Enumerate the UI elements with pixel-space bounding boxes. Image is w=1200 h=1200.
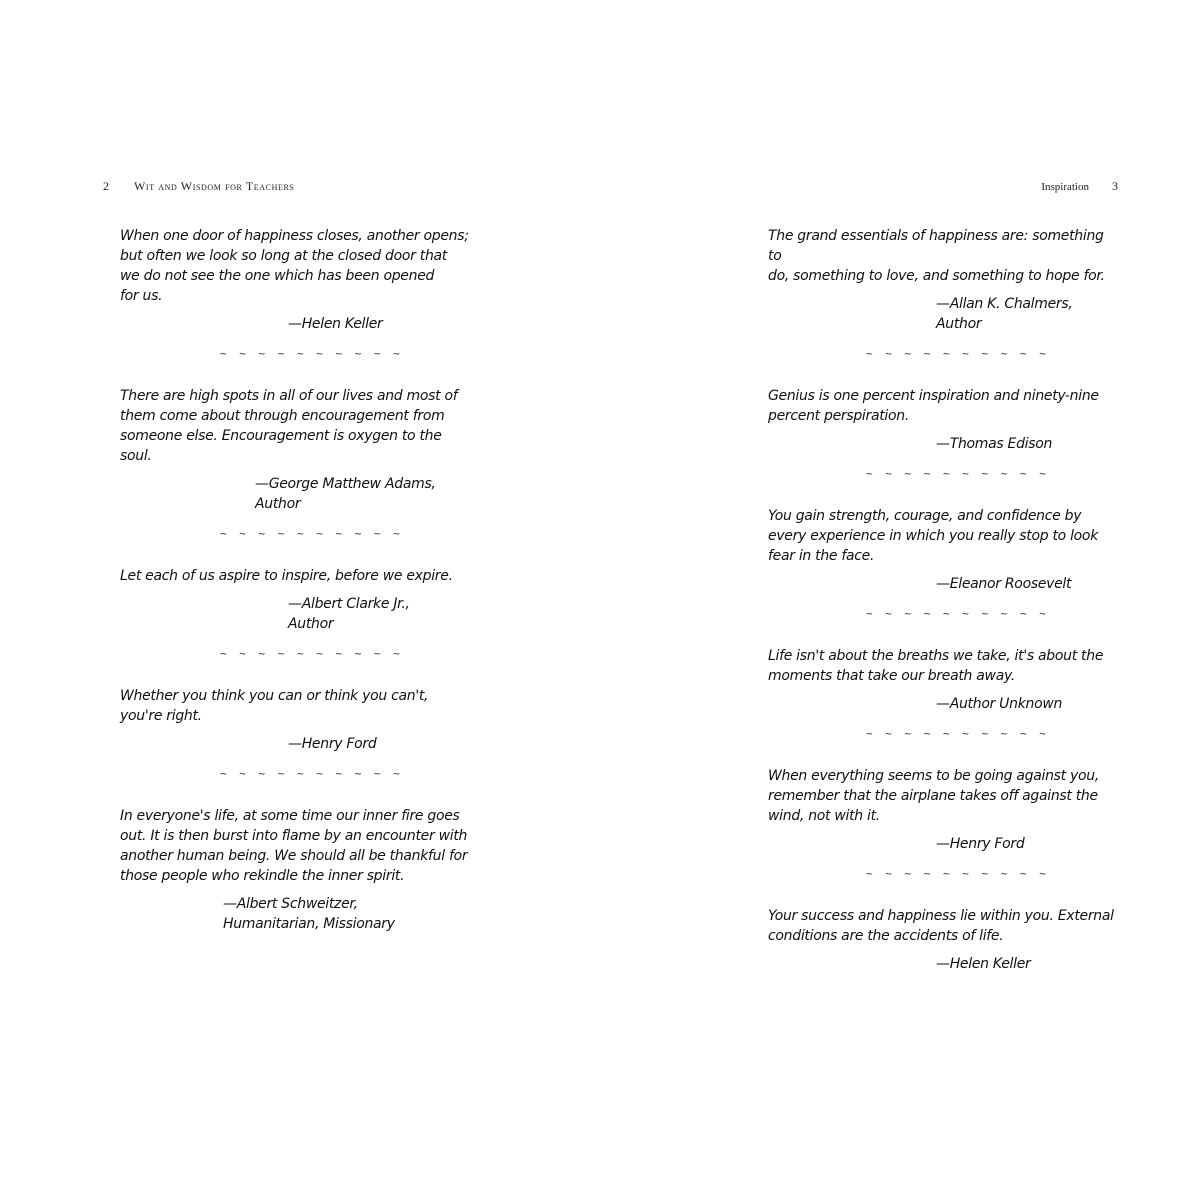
ornamental-divider: ~ ~ ~ ~ ~ ~ ~ ~ ~ ~ — [220, 767, 403, 780]
quote-text: The grand essentials of happiness are: something to do, something to love, and something to hope for. — [768, 228, 1105, 284]
left-quote-column — [120, 226, 475, 934]
quote-text: Genius is one percent inspiration and ninety-nine percent perspiration. — [768, 388, 1099, 424]
quote-text: In everyone's life, at some time our inner fire goes out. It is then burst into flame by an encounter with another human being. We should all be thankful for those people who rekindle the inner spirit. — [120, 808, 468, 884]
book-title: Wit and Wisdom for Teachers — [134, 179, 295, 193]
left-running-head — [103, 179, 294, 194]
quote-text: You gain strength, courage, and confidence by every experience in which you really stop to look fear in the face. — [768, 508, 1098, 564]
quote-attribution: —Henry Ford — [288, 736, 377, 752]
quote-text: There are high spots in all of our lives and most of them come about through encouragement from someone else. Encouragement is oxygen to the soul. — [120, 388, 458, 464]
ornamental-divider: ~ ~ ~ ~ ~ ~ ~ ~ ~ ~ — [220, 647, 403, 660]
quote-attribution: —Albert Clarke Jr., Author — [288, 596, 410, 632]
quote-block — [120, 686, 475, 754]
right-page — [600, 0, 1200, 1200]
right-quote-column — [768, 226, 1118, 974]
quote-attribution: —Allan K. Chalmers, Author — [936, 296, 1073, 332]
quote-attribution: —Helen Keller — [936, 956, 1031, 972]
ornamental-divider: ~ ~ ~ ~ ~ ~ ~ ~ ~ ~ — [866, 727, 1049, 740]
quote-block — [768, 766, 1118, 854]
ornamental-divider: ~ ~ ~ ~ ~ ~ ~ ~ ~ ~ — [866, 607, 1049, 620]
quote-block — [120, 806, 475, 934]
quote-text: Life isn't about the breaths we take, it's about the moments that take our breath away. — [768, 648, 1104, 684]
quote-block — [120, 566, 475, 634]
quote-attribution: —Henry Ford — [936, 836, 1025, 852]
ornamental-divider: ~ ~ ~ ~ ~ ~ ~ ~ ~ ~ — [220, 347, 403, 360]
quote-attribution: —Author Unknown — [936, 696, 1063, 712]
quote-text: When one door of happiness closes, another opens; but often we look so long at the closed door that we do not see the one which has been opened for us. — [120, 228, 469, 304]
section-title: Inspiration — [1041, 181, 1089, 193]
quote-attribution: —Helen Keller — [288, 316, 383, 332]
ornamental-divider: ~ ~ ~ ~ ~ ~ ~ ~ ~ ~ — [866, 467, 1049, 480]
quote-text: Whether you think you can or think you can't, you're right. — [120, 688, 429, 724]
quote-text: Your success and happiness lie within you. External conditions are the accidents of life. — [768, 908, 1114, 944]
ornamental-divider: ~ ~ ~ ~ ~ ~ ~ ~ ~ ~ — [866, 347, 1049, 360]
quote-attribution: —Albert Schweitzer, Humanitarian, Missionary — [223, 896, 395, 932]
quote-attribution: —Thomas Edison — [936, 436, 1053, 452]
quote-block — [768, 646, 1118, 714]
ornamental-divider: ~ ~ ~ ~ ~ ~ ~ ~ ~ ~ — [220, 527, 403, 540]
quote-block — [120, 386, 475, 514]
quote-block — [768, 506, 1118, 594]
quote-attribution: —Eleanor Roosevelt — [936, 576, 1072, 592]
quote-attribution: —George Matthew Adams, Author — [255, 476, 436, 512]
quote-block — [120, 226, 475, 334]
right-running-head — [1041, 179, 1118, 194]
page-number-right: 3 — [1112, 179, 1118, 193]
quote-text: Let each of us aspire to inspire, before we expire. — [120, 568, 453, 584]
page-number-left: 2 — [103, 179, 109, 193]
quote-block — [768, 906, 1118, 974]
quote-block — [768, 386, 1118, 454]
quote-text: When everything seems to be going against you, remember that the airplane takes off against the wind, not with it. — [768, 768, 1099, 824]
quote-block — [768, 226, 1118, 334]
ornamental-divider: ~ ~ ~ ~ ~ ~ ~ ~ ~ ~ — [866, 867, 1049, 880]
